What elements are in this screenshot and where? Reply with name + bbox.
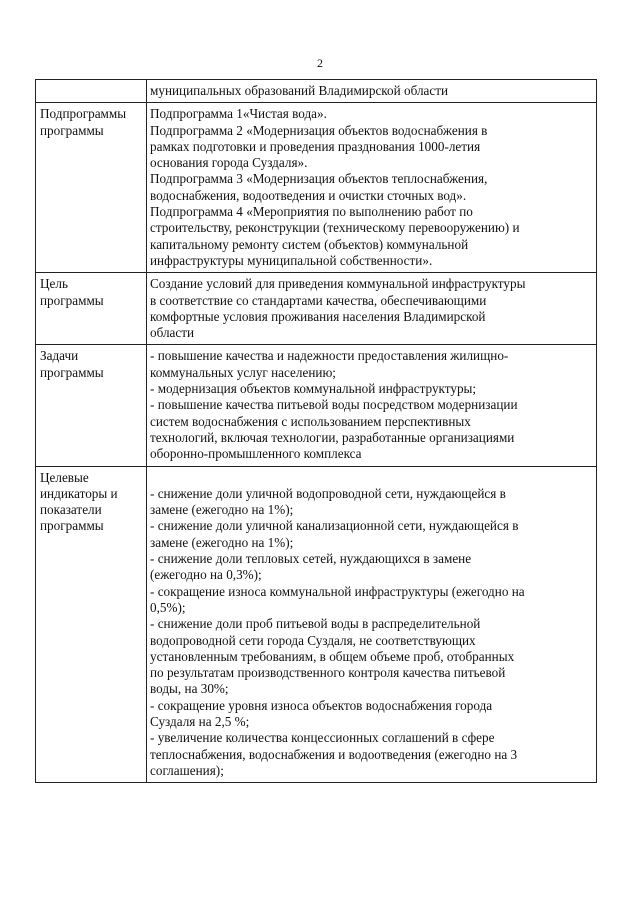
value-line: рамках подготовки и проведения празднования 1000-летия bbox=[150, 138, 481, 154]
value-line: теплоснабжения, водоснабжения и водоотведения (ежегодно на 3 bbox=[150, 746, 518, 762]
label-line: показатели bbox=[40, 502, 102, 518]
value-line: Подпрограмма 4 «Мероприятия по выполнению работ по bbox=[150, 204, 473, 220]
value-line: области bbox=[150, 325, 195, 341]
value-line: систем водоснабжения с использованием перспективных bbox=[150, 413, 471, 429]
value-line: Подпрограмма 2 «Модернизация объектов водоснабжения в bbox=[150, 122, 488, 138]
value-line: капитальному ремонту систем (объектов) коммунальной bbox=[150, 236, 469, 252]
row-label-cell bbox=[36, 345, 147, 466]
table-row bbox=[36, 103, 597, 273]
label-line: программы bbox=[40, 518, 104, 534]
label-line: Целевые bbox=[40, 469, 89, 485]
value-line: в соответствие со стандартами качества, обеспечивающими bbox=[150, 292, 487, 308]
value-line: строительству, реконструкции (техническому перевооружению) и bbox=[150, 220, 520, 236]
value-line: - увеличение количества концессионных соглашений в сфере bbox=[150, 730, 495, 746]
row-value-cell bbox=[147, 273, 597, 345]
row-value-cell bbox=[147, 345, 597, 466]
value-line: водоснабжения, водоотведения и очистки сточных вод». bbox=[150, 187, 467, 203]
row-value-cell bbox=[147, 466, 597, 783]
table-row bbox=[36, 345, 597, 466]
value-line: установленным требованиям, в общем объеме проб, отобранных bbox=[150, 648, 515, 664]
value-line: - повышение качества и надежности предоставления жилищно- bbox=[150, 348, 509, 364]
label-line: программы bbox=[40, 364, 104, 380]
value-line: (ежегодно на 0,3%); bbox=[150, 567, 262, 583]
value-line: воды, на 30%; bbox=[150, 681, 229, 697]
value-line: Подпрограмма 3 «Модернизация объектов теплоснабжения, bbox=[150, 171, 488, 187]
row-label-cell bbox=[36, 273, 147, 345]
row-label-cell bbox=[36, 466, 147, 783]
table-row bbox=[36, 466, 597, 783]
value-line bbox=[150, 470, 593, 486]
value-line: соглашения); bbox=[150, 762, 224, 778]
value-line: - повышение качества питьевой воды посредством модернизации bbox=[150, 397, 518, 413]
label-line: Подпрограммы bbox=[40, 106, 127, 122]
value-line: оборонно-промышленного комплекса bbox=[150, 446, 362, 462]
label-line: Задачи bbox=[40, 348, 79, 364]
row-value-cell bbox=[147, 80, 597, 103]
value-line: замене (ежегодно на 1%); bbox=[150, 534, 294, 550]
value-line: инфраструктуры муниципальной собственности». bbox=[150, 252, 433, 268]
row-value-cell bbox=[147, 103, 597, 273]
value-line: Суздаля на 2,5 %; bbox=[150, 713, 250, 729]
page-number: 2 bbox=[317, 56, 323, 70]
value-line: - снижение доли проб питьевой воды в распределительной bbox=[150, 616, 481, 632]
value-line: - снижение доли уличной канализационной сети, нуждающейся в bbox=[150, 518, 519, 534]
value-line: Подпрограмма 1«Чистая вода». bbox=[150, 106, 327, 122]
program-passport-table bbox=[35, 79, 597, 783]
value-line: основания города Суздаля». bbox=[150, 155, 308, 171]
value-line: - сокращение износа коммунальной инфраструктуры (ежегодно на bbox=[150, 583, 525, 599]
value-line: - снижение доли уличной водопроводной сети, нуждающейся в bbox=[150, 485, 506, 501]
value-line: - снижение доли тепловых сетей, нуждающихся в замене bbox=[150, 551, 472, 567]
value-line: водопроводной сети города Суздаля, не соответствующих bbox=[150, 632, 476, 648]
table-row bbox=[36, 80, 597, 103]
value-line: 0,5%); bbox=[150, 599, 186, 615]
value-line: замене (ежегодно на 1%); bbox=[150, 502, 294, 518]
value-line: технологий, включая технологии, разработанные организациями bbox=[150, 429, 515, 445]
value-line: Создание условий для приведения коммунальной инфраструктуры bbox=[150, 276, 526, 292]
value-line: комфортные условия проживания населения Владимирской bbox=[150, 308, 486, 324]
label-line: программы bbox=[40, 292, 104, 308]
value-line: по результатам производственного контроля качества питьевой bbox=[150, 665, 506, 681]
row-label-cell bbox=[36, 103, 147, 273]
row-label-cell bbox=[36, 80, 147, 103]
value-line: муниципальных образований Владимирской области bbox=[150, 83, 449, 98]
value-line: - сокращение уровня износа объектов водоснабжения города bbox=[150, 697, 493, 713]
table-row bbox=[36, 273, 597, 345]
label-line: индикаторы и bbox=[40, 485, 118, 501]
value-line: коммунальных услуг населению; bbox=[150, 364, 336, 380]
label-line: Цель bbox=[40, 276, 68, 292]
label-line: программы bbox=[40, 122, 104, 138]
value-line: - модернизация объектов коммунальной инфраструктуры; bbox=[150, 381, 477, 397]
